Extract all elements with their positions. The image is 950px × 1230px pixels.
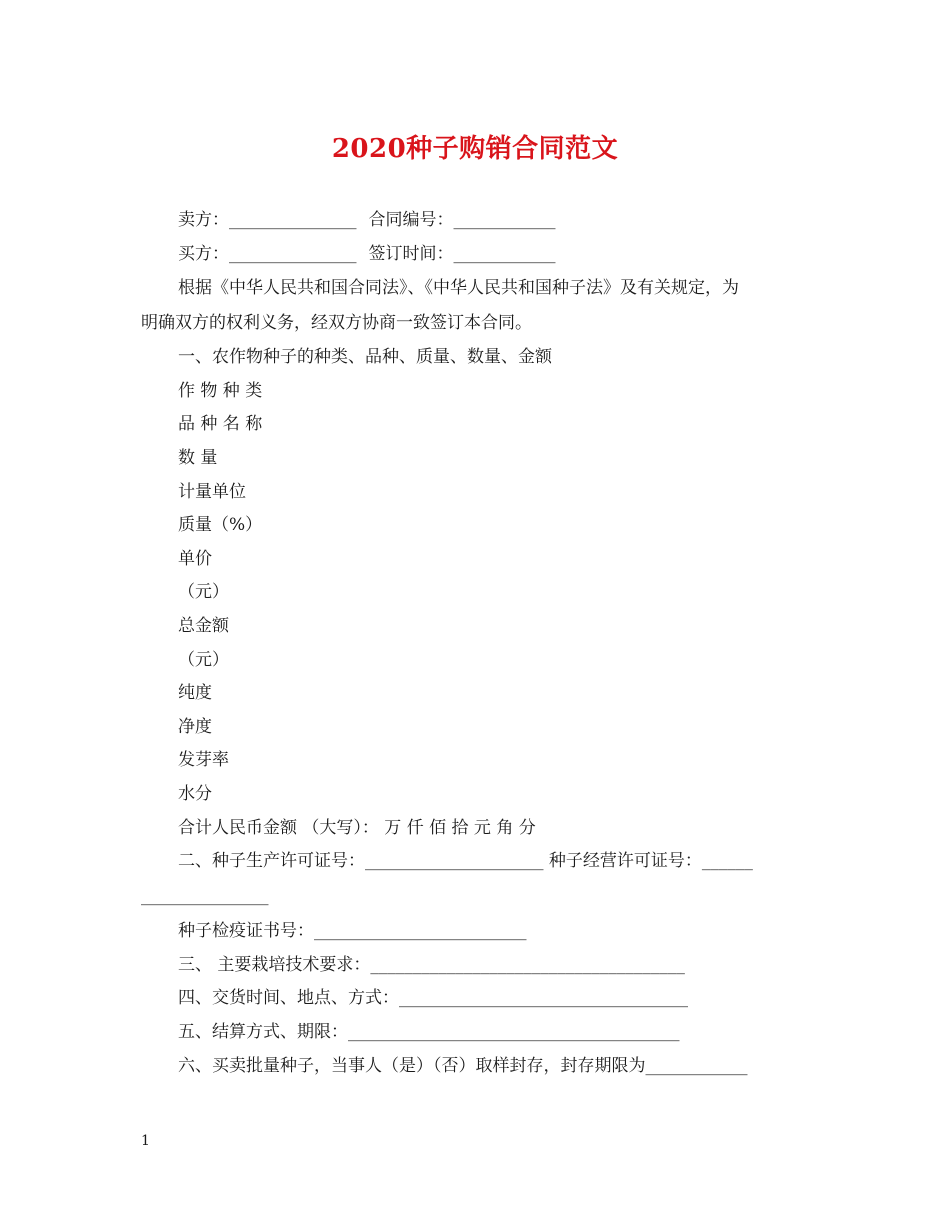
- total-label: 总金额: [178, 616, 229, 636]
- unit-price-label: 单价: [178, 549, 212, 569]
- unit-label: 计量单位: [178, 482, 246, 502]
- buyer-blank: _______________: [229, 244, 357, 264]
- purity-label: 纯度: [178, 683, 212, 703]
- section-2-continuation: _______________: [141, 886, 269, 906]
- total-yuan: （元）: [178, 650, 229, 670]
- quantity-label: 数 量: [178, 448, 218, 468]
- moisture-label: 水分: [178, 784, 212, 804]
- section-4-line: 四、交货时间、地点、方式：__________________________________: [178, 988, 688, 1008]
- buyer-line: [178, 243, 556, 265]
- cleanliness-label: 净度: [178, 717, 212, 737]
- buyer-label: 买方：: [178, 244, 229, 264]
- unit-price-yuan: （元）: [178, 582, 229, 602]
- contract-no-blank: ____________: [453, 210, 556, 230]
- intro-line-1: 根据《中华人民共和国合同法》、《中华人民共和国种子法》及有关规定，为: [178, 278, 739, 298]
- contract-no-label: 合同编号：: [368, 210, 454, 230]
- section-6-line: 六、买卖批量种子，当事人（是）（否）取样封存，封存期限为____________: [178, 1056, 748, 1076]
- germination-label: 发芽率: [178, 750, 229, 770]
- seller-label: 卖方：: [178, 210, 229, 230]
- seller-line: [178, 209, 556, 231]
- quarantine-line: 种子检疫证书号：_________________________: [178, 921, 527, 941]
- section-3-line: 三、 主要栽培技术要求：_____________________________________: [178, 955, 685, 975]
- sign-time-blank: ____________: [453, 244, 556, 264]
- section-1-heading: 一、农作物种子的种类、品种、质量、数量、金额: [178, 347, 552, 367]
- quality-label: 质量（%）: [178, 515, 263, 535]
- seller-blank: _______________: [229, 210, 357, 230]
- crop-type-label: 作 物 种 类: [178, 381, 263, 401]
- rmb-total-line: 合计人民币金额 （大写）： 万 仟 佰 拾 元 角 分: [178, 818, 536, 838]
- page-number: 1: [141, 1133, 150, 1149]
- sign-time-label: 签订时间：: [368, 244, 454, 264]
- variety-label: 品 种 名 称: [178, 414, 263, 434]
- intro-line-2: 明确双方的权利义务，经双方协商一致签订本合同。: [141, 313, 532, 333]
- document-title: 2020种子购销合同范文: [331, 134, 619, 164]
- section-5-line: 五、结算方式、期限：_______________________________________: [178, 1022, 680, 1042]
- section-2-line: 二、种子生产许可证号：_____________________ 种子经营许可证号：______: [178, 851, 753, 871]
